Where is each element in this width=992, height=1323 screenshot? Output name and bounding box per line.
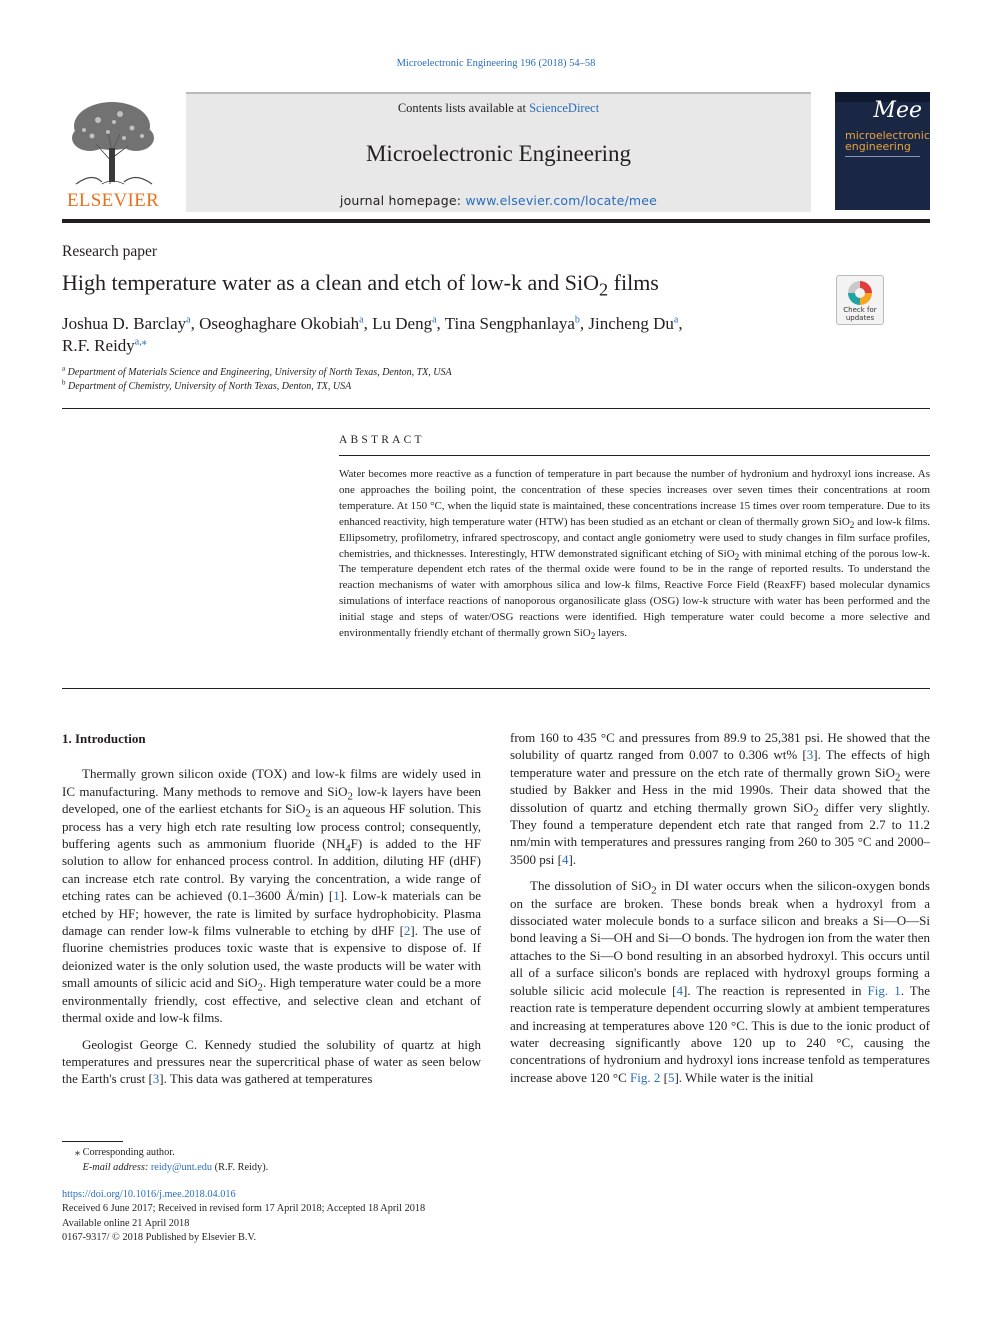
footnote-rule xyxy=(62,1141,123,1142)
section-heading: 1. Introduction xyxy=(62,731,146,746)
sciencedirect-link[interactable]: ScienceDirect xyxy=(529,101,600,115)
cover-line-2: engineering xyxy=(845,140,911,153)
cover-journal-name xyxy=(845,130,930,152)
masthead-top-rule xyxy=(186,92,811,94)
author-affiliation-link[interactable]: a xyxy=(186,314,191,326)
author-name: Tina Sengphanlaya xyxy=(444,314,575,333)
cover-rule xyxy=(845,156,920,157)
online-date: Available online 21 April 2018 xyxy=(62,1217,190,1229)
email-note: E-mail address: reidy@unt.edu (R.F. Reidy). xyxy=(82,1161,269,1173)
author-affiliation-link[interactable]: b xyxy=(574,314,580,326)
author-name: Lu Deng xyxy=(372,314,433,333)
reference-link[interactable]: 4 xyxy=(562,851,569,867)
author-name: Jincheng Du xyxy=(588,314,674,333)
check-for-updates-badge[interactable] xyxy=(836,275,884,325)
author-name: Oseoghaghare Okobiah xyxy=(199,314,360,333)
journal-masthead xyxy=(186,92,811,212)
doi-link[interactable]: https://doi.org/10.1016/j.mee.2018.04.016 xyxy=(62,1189,236,1200)
figure-link[interactable]: Fig. 1 xyxy=(867,982,901,998)
homepage-prefix: journal homepage: xyxy=(339,193,462,208)
reference-link[interactable]: 3 xyxy=(806,747,814,763)
author-affiliation-link[interactable]: a xyxy=(359,314,364,326)
author-affiliation-link[interactable]: a xyxy=(673,314,679,326)
crossmark-label: Check for updates xyxy=(843,306,877,322)
author-list: Joshua D. Barclay$^a$, Oseoghaghare Okobiah$^a$, Lu Deng$^a$, Tina Sengphanlaya$^b$, Jincheng Du$^a$, R.F. Reidy$^{a,⁎}$ xyxy=(62,314,683,355)
journal-cover-thumbnail[interactable] xyxy=(835,92,930,210)
abstract-text: Water becomes more reactive as a function of temperature in part because the number of hydronium and hydroxyl ions increase. As one approaches the boiling point, the concentration of these species increases over seven times their concentrations at room temperature. At 150 °C, when the liquid state is maintained, these concentrations increase 15 times over room temperature. Due to its enhanced reactivity, high temperature water (HTW) has been studied as an etchant or clean of thermally grown SiO$_2$ and low-k films. Ellipsometry, profilometry, infrared spectroscopy, and contact angle goniometry were used to study changes in film surface profiles, chemistries, and thicknesses. Interestingly, HTW demonstrated significant etching of SiO$_2$ with minimal etching of the porous low-k. The temperature dependent etch rates of the thermal oxide were found to be in the range of reported results. To understand the reaction mechanisms of water with amorphous silica and low-k films, Reactive Force Field (ReaxFF) based molecular dynamics simulations of interface reactions of nanoporous organosilicate glass (OSG) low-k structure with water has been performed and the initial stage and steps of water/OSG reactions were identified. High temperature water could become a more selective and environmentally friendly etchant of thermally grown SiO$_2$ layers. xyxy=(339,468,930,642)
author-name: Joshua D. Barclay xyxy=(62,314,187,333)
crossmark-icon-center xyxy=(855,288,865,298)
author-name: R.F. Reidy xyxy=(62,336,135,355)
affiliation-b: $^b$ Department of Chemistry, University of North Texas, Denton, TX, USA xyxy=(62,378,352,392)
abstract-rule xyxy=(339,455,930,456)
title-text: High temperature water as a clean and etch of low-k and SiO xyxy=(62,270,599,295)
reference-link[interactable]: 3 xyxy=(152,1071,160,1087)
abstract-heading: ABSTRACT xyxy=(339,434,425,446)
reference-link[interactable]: 1 xyxy=(333,888,340,904)
body-paragraph: Geologist George C. Kennedy studied the solubility of quartz at high temperatures and pressures near the supercritical phase of water as seen below the Earth's crust [3]. This data was gathered at temperatures xyxy=(62,1036,481,1087)
header-rule xyxy=(62,219,930,223)
reference-link[interactable]: 2 xyxy=(403,923,411,939)
homepage-link[interactable]: www.elsevier.com/locate/mee xyxy=(465,193,658,208)
cover-line-1: microelectronic xyxy=(845,129,930,142)
cover-title: Mee xyxy=(873,98,922,123)
figure-link[interactable]: Fig. 2 xyxy=(630,1069,661,1085)
author-affiliation-link[interactable]: a,⁎ xyxy=(134,336,147,348)
corresponding-author-note: ⁎ Corresponding author. xyxy=(74,1147,175,1158)
article-type: Research paper xyxy=(62,243,158,260)
body-paragraph: The dissolution of SiO$_2$ in DI water occurs when the silicon-oxygen bonds on the surface are broken. These bonds break when a hydroxyl from a dissociated water molecule bonds to a surface silicon and breaks a Si—O—Si bond leaving a Si—OH and Si—O bonds. The hydrogen ion from the water then attaches to the Si—O bond resulting in an absorbed hydroxyl. This occurs until all of a surface silicon's bonds are replaced with hydroxyl groups forming a soluble silicic acid molecule [4]. The reaction is represented in Fig. 1. The reaction rate is temperature dependent occurring slowly at ambient temperatures and increasing at temperatures above 120 °C. This is due to the ionic product of water decreasing significantly above 120 up to 240 °C, causing the concentrations of hydronium and hydroxyl ions increase tenfold as temperatures increase above 120 °C Fig. 2 [5]. While water is the initial xyxy=(510,878,930,1085)
affiliation-a: $^a$ Department of Materials Science and Engineering, University of North Texas, Denton, TX, USA xyxy=(62,364,452,378)
front-matter-rule xyxy=(62,408,930,409)
journal-citation-link[interactable]: Microelectronic Engineering 196 (2018) 54–58 xyxy=(396,58,596,69)
contents-prefix: Contents lists available at xyxy=(397,101,526,115)
journal-homepage-line xyxy=(186,193,811,208)
copyright: 0167-9317/ © 2018 Published by Elsevier B.V. xyxy=(62,1231,257,1243)
article-info xyxy=(62,1188,425,1245)
body-column-right xyxy=(510,729,930,1086)
body-paragraph: from 160 to 435 °C and pressures from 89.9 to 25,381 psi. He showed that the solubility of quartz ranged from 0.007 to 0.306 wt% [3]. The effects of high temperature water and pressure on the etch rate of thermally grown SiO$_2$ were studied by Bakker and Hess in the mid 1990s. Their data showed that the dissolution of quartz and etching thermally grown SiO$_2$ differ very slightly. They found a temperature dependent etch rate that ranged from 2.7 to 11.2 nm/min with temperatures and pressures ranging from 260 to 305 °C and 2000–3500 psi [4]. xyxy=(510,730,930,867)
author-affiliation-link[interactable]: a xyxy=(432,314,437,326)
contents-line xyxy=(186,101,811,116)
abstract-bottom-rule xyxy=(62,688,930,689)
title-subscript: 2 xyxy=(598,279,609,300)
email-link[interactable]: reidy@unt.edu xyxy=(150,1161,213,1173)
reference-link[interactable]: 5 xyxy=(667,1069,675,1085)
journal-title: Microelectronic Engineering xyxy=(365,141,632,166)
article-title xyxy=(62,270,659,300)
footnotes xyxy=(62,1146,268,1175)
reference-link[interactable]: 4 xyxy=(676,982,683,998)
history-dates: Received 6 June 2017; Received in revised form 17 April 2018; Accepted 18 April 2018 xyxy=(62,1203,426,1215)
body-column-left xyxy=(62,730,481,1088)
affiliations xyxy=(62,366,452,394)
elsevier-wordmark: ELSEVIER xyxy=(66,190,160,211)
body-paragraph: Thermally grown silicon oxide (TOX) and low-k films are widely used in IC manufacturing. Many methods to remove and SiO$_2$ low-k layers have been developed, one of the earliest etchants for SiO$_2$ is an aqueous HF solution. This process has a very high etch rate resulting low process control; consequently, buffering agents such as ammonium fluoride $(NH_4F)$ is added to the HF solution to allow for enhanced process control. In addition, diluting HF (dHF) can increase etch rate control. By varying the concentration, a wide range of etching rates can be achieved (0.1–3600 Å/min) [1]. Low-k materials can be etched by HF; however, the rate is limited by surface hydrophobicity. Plasma damage can render low-k films vulnerable to etching by dHF [2]. The use of fluorine chemistries produces toxic waste that is expensive to dispose of. If deionized water is the only solution used, the waste products will be water with small amounts of silicic acid and SiO$_2$. High temperature water could be a more environmentally friendly, cost effective, and selective clean and etchant of thermal oxide and low-k films. xyxy=(62,766,482,1026)
title-end: films xyxy=(608,270,659,295)
